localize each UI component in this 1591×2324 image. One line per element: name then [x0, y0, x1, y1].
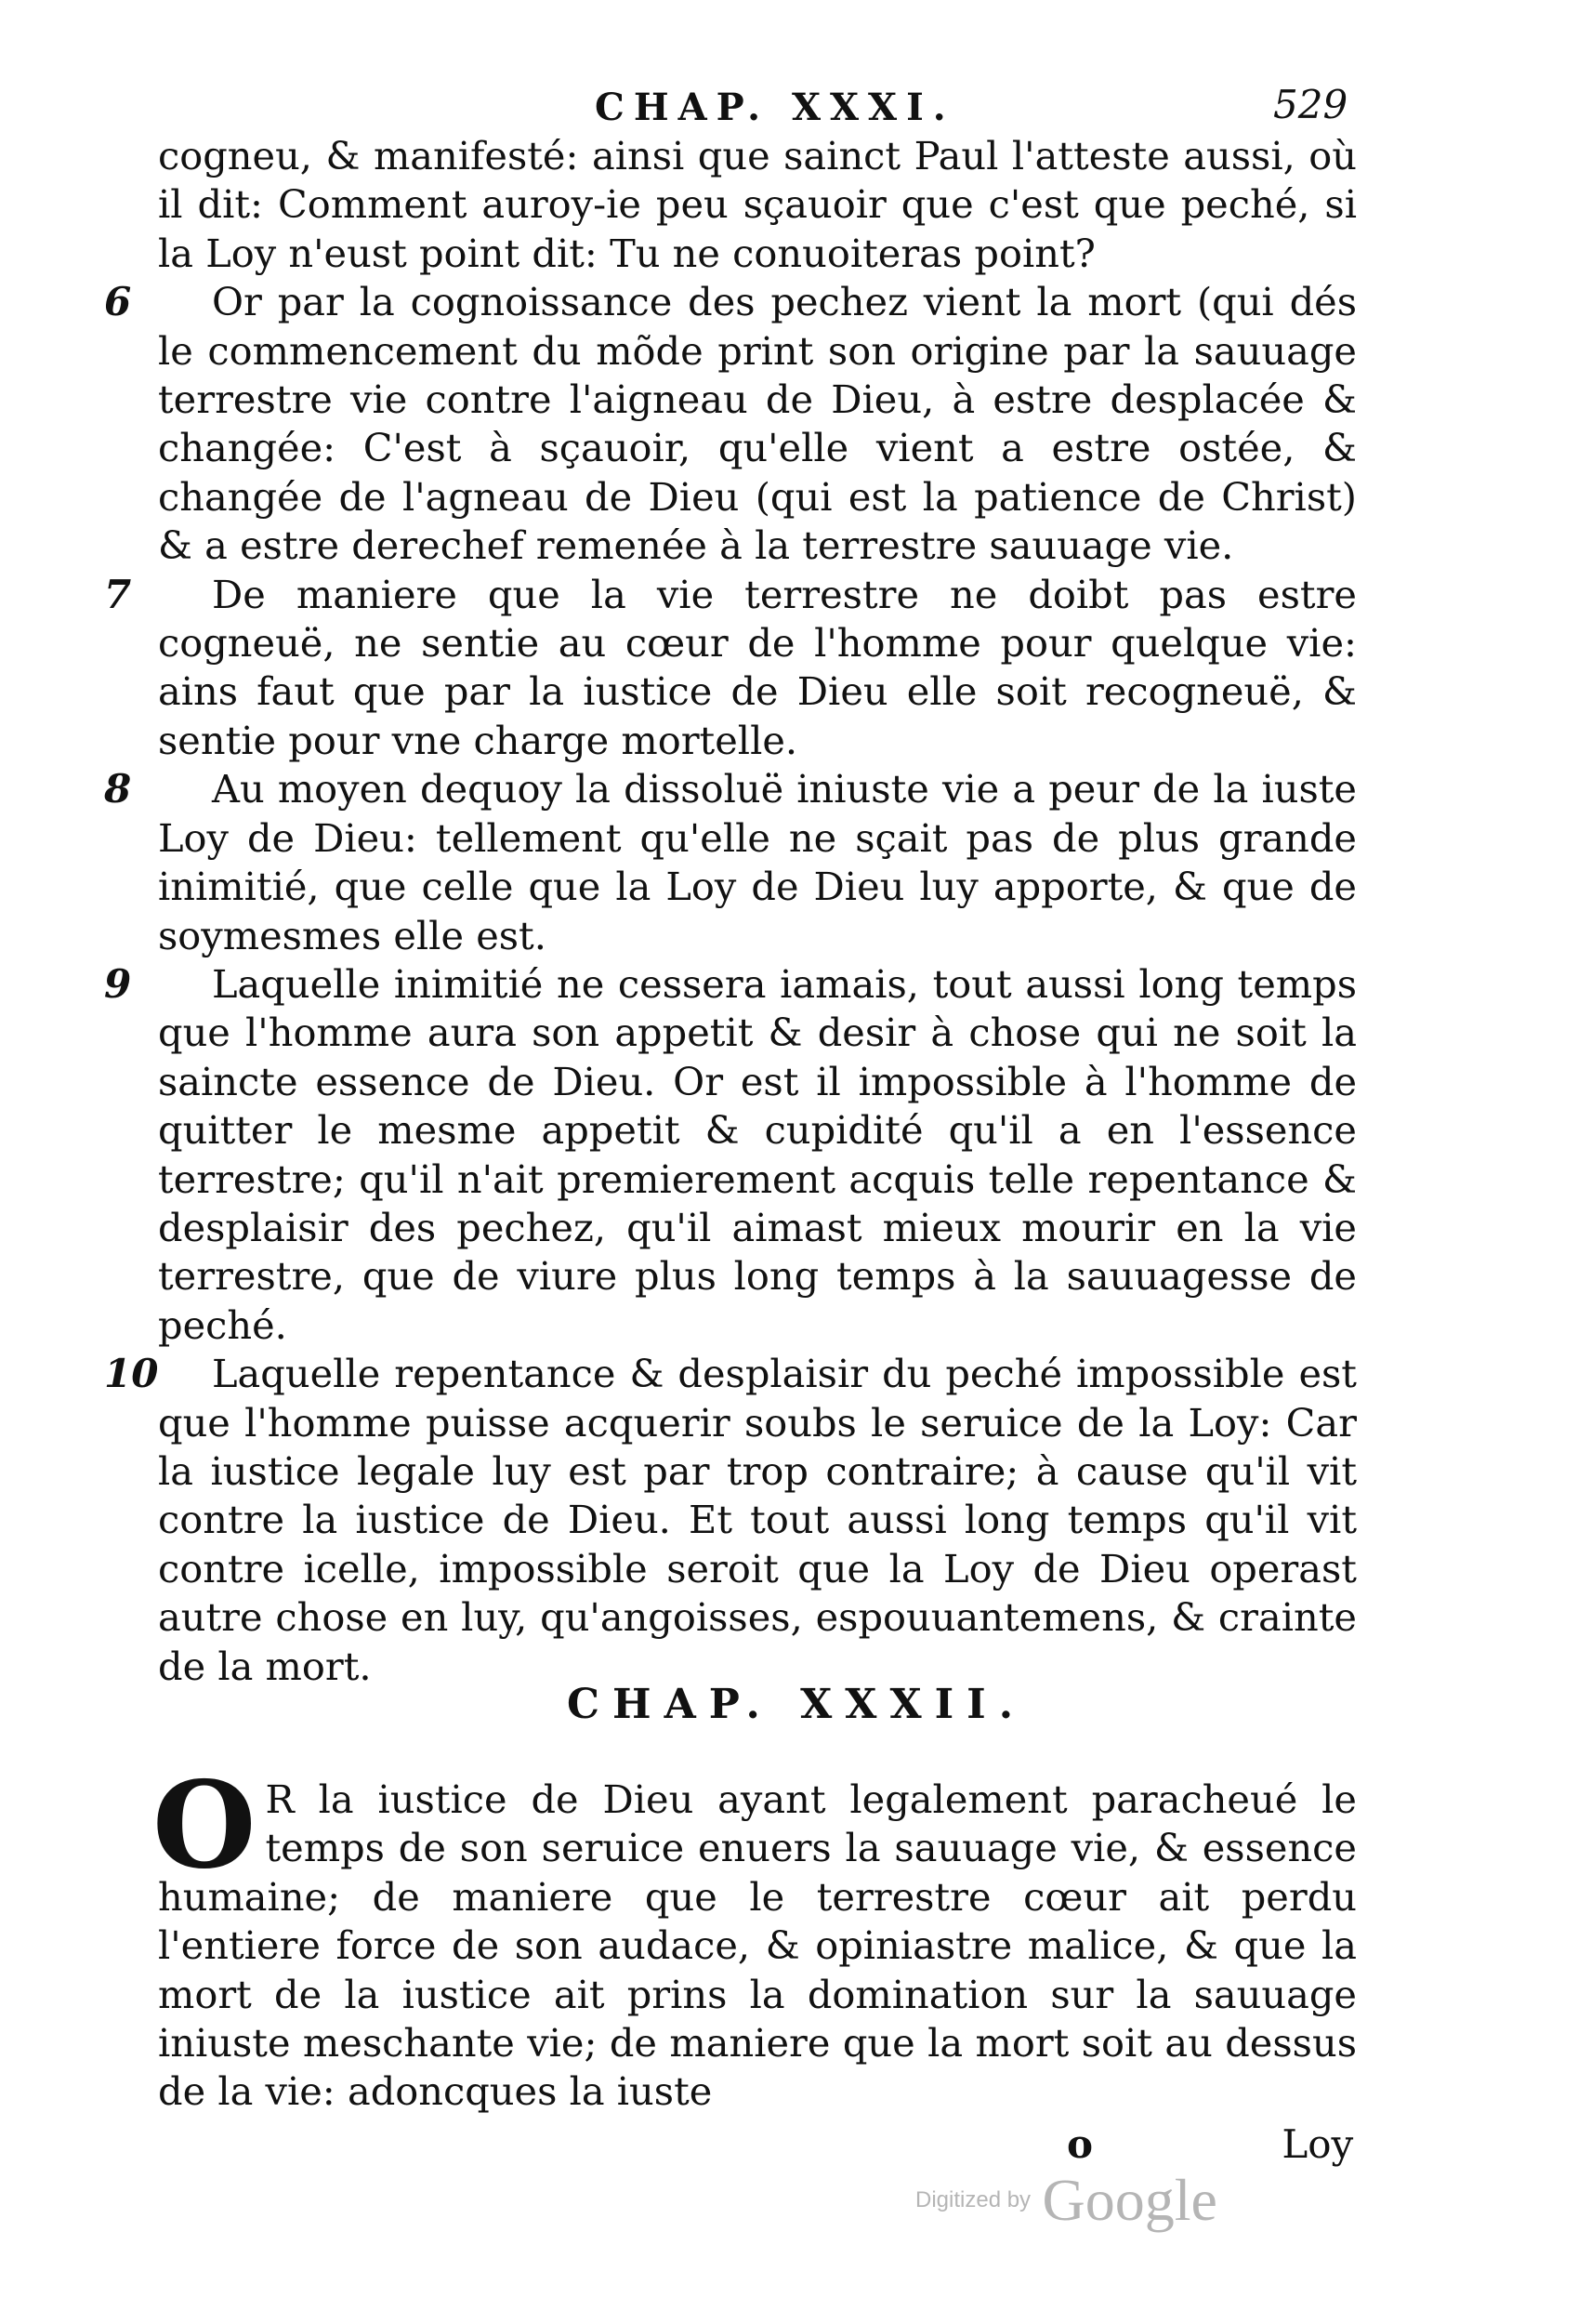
page-number: 529 — [1273, 82, 1348, 127]
drop-cap: O — [152, 1756, 256, 1895]
running-head: CHAP. XXXI. — [595, 86, 955, 129]
signature-mark: o — [1067, 2121, 1094, 2167]
verse-text — [158, 278, 1357, 570]
digitization-watermark — [915, 2166, 1217, 2235]
chapter-32-body — [152, 1756, 1357, 2117]
verse-text — [158, 765, 1357, 960]
verse-number: 8 — [104, 766, 132, 812]
verse-text — [158, 1350, 1357, 1691]
chapter-heading: CHAP. XXXII. — [567, 1681, 1027, 1728]
verse-number: 7 — [104, 571, 132, 617]
verse-10 — [104, 1350, 1357, 1691]
verse-6 — [104, 278, 1357, 570]
intro-text: cogneu, & manifesté: ainsi que sainct Paul l'atteste aussi, où il dit: Comment auroy-ie peu sçauoir que c'est que peché, si la Loy n'eust point dit: Tu ne conuoiteras point? — [158, 133, 1357, 276]
verse-number: 10 — [104, 1351, 159, 1397]
google-logo: Google — [1042, 2167, 1217, 2233]
footer-catchline — [1067, 2121, 1353, 2167]
verse-7 — [104, 571, 1357, 766]
verse-8-text: Au moyen dequoy la dissoluë iniuste vie a peur de la iuste Loy de Dieu: tellement qu'elle ne sçait pas de plus grande inimitié, que celle que la Loy de Dieu luy apporte, & que de soymesmes elle est. — [158, 766, 1357, 958]
verse-9 — [104, 960, 1357, 1350]
chapter-32-text: R la iustice de Dieu ayant legalement paracheué le temps de son seruice enuers la sauuage vie, & essence humaine; de maniere que le terrestre cœur ait perdu l'entiere force de son audace, & opiniastre malice, & que la mort de la iustice ait prins la domination sur la sauuage iniuste meschante vie; de maniere que la mort soit au dessus de la vie: adoncques la iuste — [158, 1776, 1357, 2115]
verse-10-text: Laquelle repentance & desplaisir du peché impossible est que l'homme puisse acquerir soubs le seruice de la Loy: Car la iustice legale luy est par trop contraire; à cause qu'il vit contre la iustice de Dieu. Et tout aussi long temps qu'il vit contre icelle, impossible seroit que la Loy de Dieu operast autre chose en luy, qu'angoisses, espouuantemens, & crainte de la mort. — [158, 1351, 1357, 1689]
chapter-31-body — [104, 132, 1357, 1691]
verse-9-text: Laquelle inimitié ne cessera iamais, tout aussi long temps que l'homme aura son appetit & desir à chose qui ne soit la saincte essence de Dieu. Or est il impossible à l'homme de quitter le mesme appetit & cupidité qu'il a en l'essence terrestre; qu'il n'ait premierement acquis telle repentance & desplaisir des pechez, qu'il aimast mieux mourir en la vie terrestre, que de viure plus long temps à la sauuagesse de peché. — [158, 960, 1357, 1348]
verse-text — [158, 960, 1357, 1350]
verse-7-text: De maniere que la vie terrestre ne doibt pas estre cogneuë, ne sentie au cœur de l'homme pour quelque vie: ains faut que par la iustice de Dieu elle soit recogneuë, & sentie pour vne charge mortelle. — [158, 571, 1357, 763]
verse-text — [158, 571, 1357, 766]
watermark-prefix: Digitized by — [915, 2187, 1032, 2212]
verse-6-text: Or par la cognoissance des pechez vient la mort (qui dés le commencement du mõde print son origine par la sauuage terrestre vie contre l'aigneau de Dieu, à estre desplacée & changée: C'est à sçauoir, qu'elle vient a estre ostée, & changée de l'agneau de Dieu (qui est la patience de Christ) & a estre derechef remenée à la terrestre sauuage vie. — [158, 279, 1357, 569]
verse-number: 9 — [104, 960, 132, 1007]
intro-paragraph — [158, 132, 1357, 278]
verse-8 — [104, 765, 1357, 960]
catchword: Loy — [1282, 2121, 1354, 2167]
verse-number: 6 — [104, 279, 132, 325]
